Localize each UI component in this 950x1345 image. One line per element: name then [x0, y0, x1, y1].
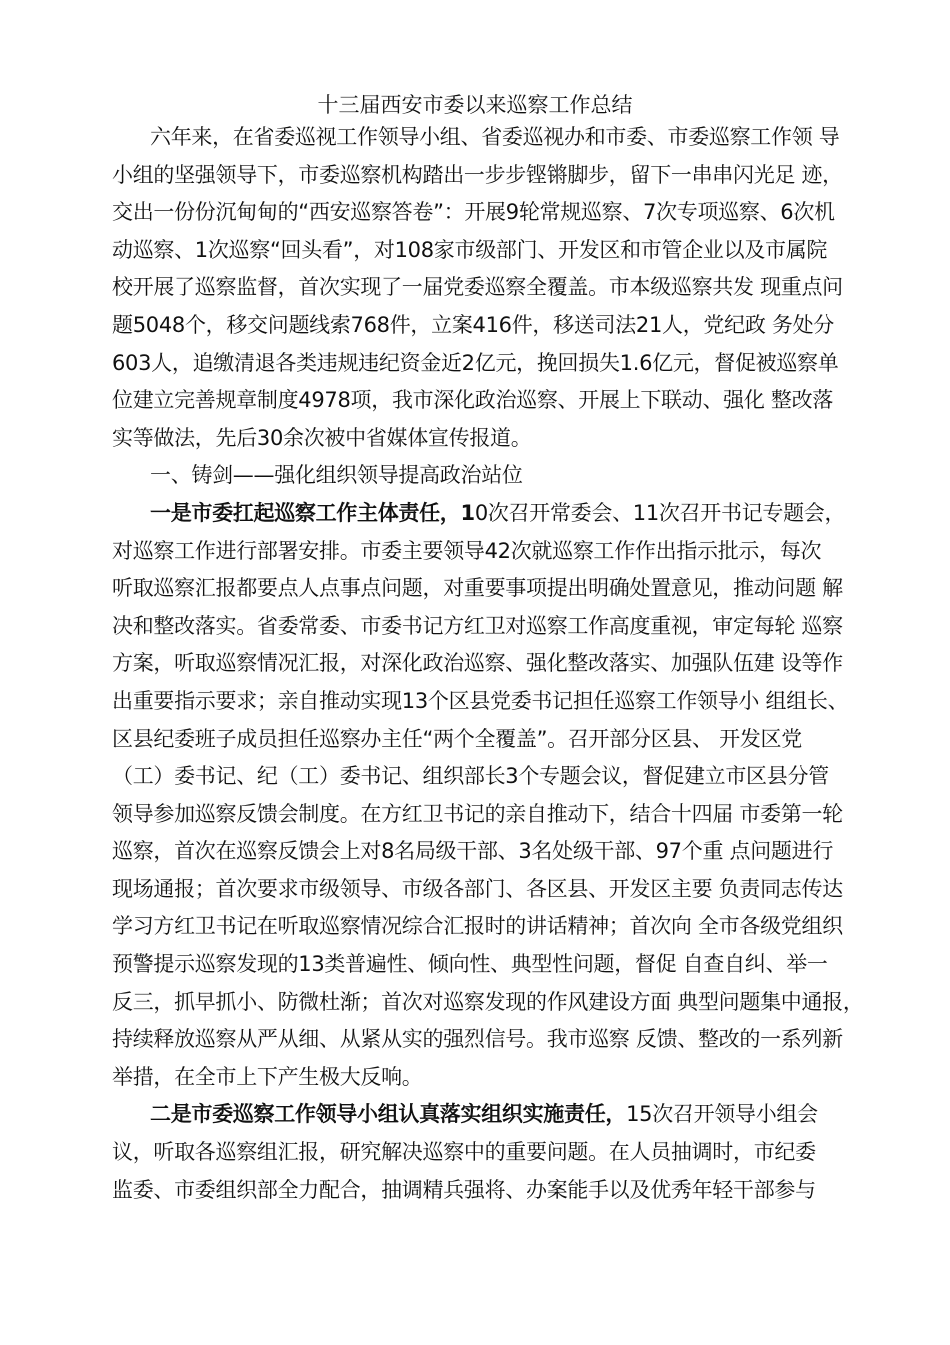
paragraph-line: 题5048个，移交问题线索768件，立案416件，移送司法21人，党纪政 务处分: [112, 312, 835, 337]
paragraph-line: 领导参加巡察反馈会制度。在方红卫书记的亲自推动下，结合十四届 市委第一轮: [112, 801, 843, 826]
paragraph-line: 交出一份份沉甸甸的“西安巡察答卷”：开展9轮常规巡察、7次专项巡察、6次机: [112, 200, 835, 225]
paragraph-line: 监委、市委组织部全力配合，抽调精兵强将、办案能手以及优秀年轻干部参与: [112, 1177, 816, 1202]
paragraph-line: 方案，听取巡察情况汇报，对深化政治巡察、强化整改落实、加强队伍建 设等作: [112, 651, 843, 676]
paragraph-line: [112, 1096, 902, 1134]
paragraph-text: 0次召开常委会、11次召开书记专题会，: [474, 500, 846, 525]
paragraph-line: 决和整改落实。省委常委、市委书记方红卫对巡察工作高度重视，审定每轮 巡察: [112, 613, 843, 638]
paragraph-line: 对巡察工作进行部署安排。市委主要领导42次就巡察工作作出指示批示，每次: [112, 538, 822, 563]
point-1-lead: 一是市委扛起巡察工作主体责任，1: [150, 500, 475, 525]
paragraph-line: 603人，追缴清退各类违规违纪资金近2亿元，挽回损失1.6亿元，督促被巡察单: [112, 350, 839, 375]
point-2-lead: 二是市委巡察工作领导小组认真落实组织实施责任，: [150, 1102, 627, 1127]
document-body: [112, 119, 902, 1209]
paragraph-line: 位建立完善规章制度4978项，我市深化政治巡察、开展上下联动、强化 整改落: [112, 388, 834, 413]
document-title: 十三届西安市委以来巡察工作总结: [317, 93, 633, 117]
paragraph-line: 校开展了巡察监督，首次实现了一届党委巡察全覆盖。市本级巡察共发 现重点问: [112, 275, 843, 300]
paragraph-line: 学习方红卫书记在听取巡察情况综合汇报时的讲话精神；首次向 全市各级党组织: [112, 914, 843, 939]
paragraph-line: 巡察，首次在巡察反馈会上对8名局级干部、3名处级干部、97个重 点问题进行: [112, 839, 834, 864]
paragraph-line: （工）委书记、纪（工）委书记、组织部长3个专题会议，督促建立市区县分管: [112, 764, 829, 789]
paragraph-line: 听取巡察汇报都要点人点事点问题，对重要事项提出明确处置意见，推动问题 解: [112, 576, 843, 601]
paragraph-line: 议，听取各巡察组汇报，研究解决巡察中的重要问题。在人员抽调时，市纪委: [112, 1140, 816, 1165]
paragraph-text: 15次召开领导小组会: [626, 1102, 818, 1127]
paragraph-line: 持续释放巡察从严从细、从紧从实的强烈信号。我市巡察 反馈、整改的一系列新: [112, 1027, 843, 1052]
paragraph-line: 举措，在全市上下产生极大反响。: [112, 1064, 423, 1089]
paragraph-line: 现场通报；首次要求市级领导、市级各部门、各区县、开发区主要 负责同志传达: [112, 876, 843, 901]
section-heading: 一、铸剑——强化组织领导提高政治站位: [150, 463, 523, 488]
paragraph-line: 动巡察、1次巡察“回头看”，对108家市级部门、开发区和市管企业以及市属院: [112, 237, 828, 262]
paragraph-line: 区县纪委班子成员担任巡察办主任“两个全覆盖”。召开部分区县、 开发区党: [112, 726, 802, 751]
paragraph-line: 出重要指示要求；亲自推动实现13个区县党委书记担任巡察工作领导小 组组长、: [112, 688, 849, 713]
paragraph-line: 小组的坚强领导下，市委巡察机构踏出一步步铿锵脚步，留下一串串闪光足 迹，: [112, 162, 843, 187]
paragraph-line: 预警提示巡察发现的13类普遍性、倾向性、典型性问题，督促 自查自纠、举一: [112, 952, 828, 977]
paragraph-line: 实等做法，先后30余次被中省媒体宣传报道。: [112, 425, 532, 450]
paragraph-line: 反三，抓早抓小、防微杜渐；首次对巡察发现的作风建设方面 典型问题集中通报，: [112, 989, 864, 1014]
paragraph-line: [112, 495, 902, 533]
paragraph-line: 六年来，在省委巡视工作领导小组、省委巡视办和市委、市委巡察工作领 导: [150, 125, 840, 149]
